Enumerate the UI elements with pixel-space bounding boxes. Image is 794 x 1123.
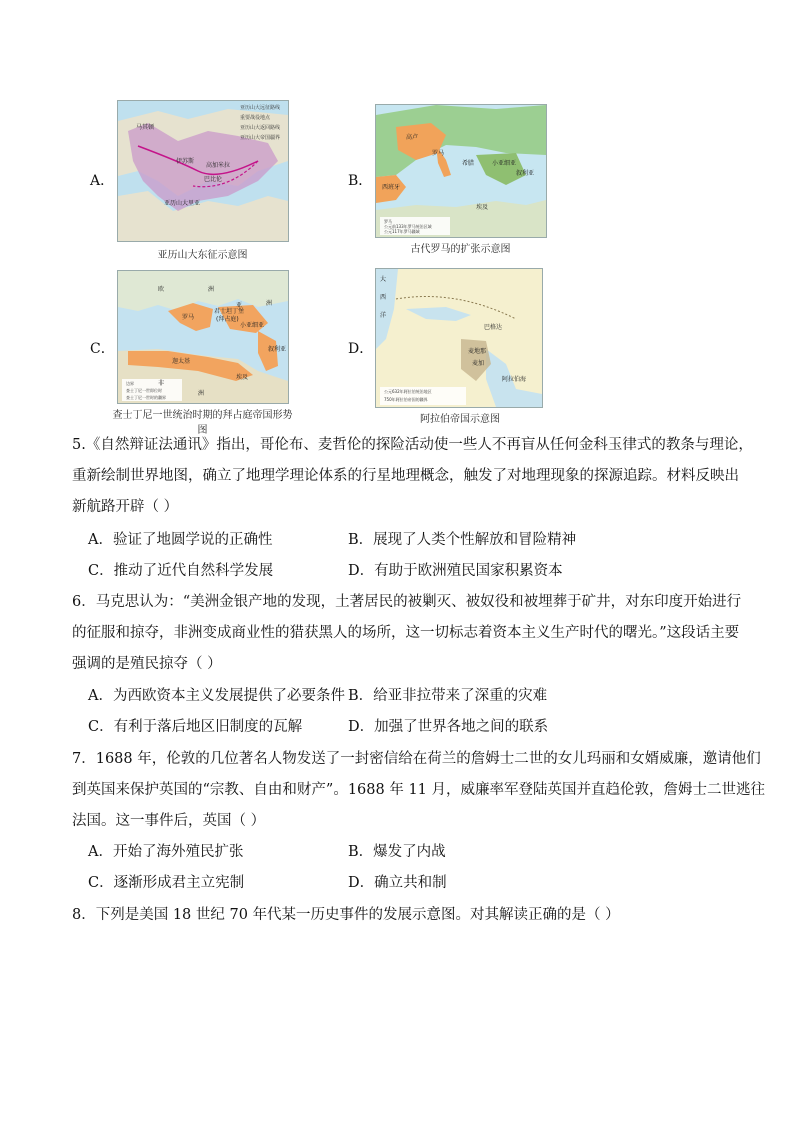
map-d-place-label: 洋 xyxy=(380,312,387,319)
map-a-legend-item: 重要战役地点 xyxy=(240,115,271,121)
question-8-stem xyxy=(72,900,732,931)
q5-option-a[interactable]: A．验证了地圆学说的正确性 xyxy=(88,532,273,548)
q5-line-1: 5.《自然辩证法通讯》指出，哥伦布、麦哲伦的探险活动使一些人不再盲从任何金科玉律式的教条与理论， xyxy=(72,437,753,453)
map-alexander-campaign xyxy=(117,100,289,242)
option-d-letter: D． xyxy=(348,341,374,357)
map-c-legend-item: 查士丁尼一世时的疆界 xyxy=(126,395,166,400)
map-a-place-label: 高加米拉 xyxy=(206,162,231,169)
map-a-legend-item: 亚历山大返回路线 xyxy=(240,125,281,131)
map-b-legend-item: 公元117年罗马疆域 xyxy=(384,229,420,234)
map-c-place-label: 迦太基 xyxy=(172,358,191,365)
map-c-legend-item: 查士丁尼一世即位时 xyxy=(126,388,162,393)
q6-line-2: 的征服和掠夺，非洲变成商业性的猎获黑人的场所，这一切标志着资本主义生产时代的曙光。”这段话主要 xyxy=(72,625,740,641)
map-b-place-label: 西班牙 xyxy=(382,184,401,191)
map-b-place-label: 高卢 xyxy=(406,134,419,141)
map-c-place-label: 叙利亚 xyxy=(268,346,287,353)
map-b-place-label: 小亚细亚 xyxy=(492,160,517,167)
q7-option-a[interactable]: A．开始了海外殖民扩张 xyxy=(88,844,244,860)
map-d-place-label: 阿拉伯海 xyxy=(502,376,527,383)
q7-line-3: 法国。这一事件后，英国（ ） xyxy=(72,813,266,829)
map-b-legend-item: 公元前133年罗马统治区域 xyxy=(384,224,432,229)
map-b-place-label: 罗马 xyxy=(432,150,445,157)
map-c-place-label: 非 xyxy=(158,380,165,387)
question-6-stem xyxy=(72,587,742,680)
q6-line-1: 6．马克思认为：“美洲金银产地的发现，土著居民的被剿灭、被奴役和被埋葬于矿井，对东印度开始进行 xyxy=(72,594,742,610)
map-c-caption: 查士丁尼一世统治时期的拜占庭帝国形势图 xyxy=(112,410,293,436)
q8-line-1: 8．下列是美国 18 世纪 70 年代某一历史事件的发展示意图。对其解读正确的是（ ） xyxy=(72,907,620,923)
map-c-place-label: 埃及 xyxy=(236,374,249,381)
q7-option-d[interactable]: D．确立共和制 xyxy=(348,875,447,891)
q5-option-b[interactable]: B．展现了人类个性解放和冒险精神 xyxy=(348,532,577,548)
map-d-place-label: 麦地那 xyxy=(468,348,487,355)
map-arab-empire xyxy=(375,268,543,408)
map-d-place-label: 麦加 xyxy=(472,360,485,367)
q5-option-d[interactable]: D．有助于欧洲殖民国家积累资本 xyxy=(348,563,563,579)
option-c-letter: C． xyxy=(90,341,115,357)
map-c-place-label: 洲 xyxy=(266,300,273,307)
map-a-place-label: 马其顿 xyxy=(136,124,155,131)
map-a-legend-item: 亚历山大远征路线 xyxy=(240,105,281,111)
map-a-place-label: 亚历山大里亚 xyxy=(164,200,201,207)
map-c-place-label: 洲 xyxy=(198,390,205,397)
question-7-stem xyxy=(72,744,766,837)
map-roman-expansion xyxy=(375,104,547,238)
map-c-place-label: 亚 xyxy=(236,302,243,309)
q6-option-b[interactable]: B．给亚非拉带来了深重的灾难 xyxy=(348,688,548,704)
map-d-caption: 阿拉伯帝国示意图 xyxy=(420,414,500,425)
question-5-stem xyxy=(72,430,753,523)
map-b-place-label: 叙利亚 xyxy=(516,170,535,177)
map-a-caption: 亚历山大东征示意图 xyxy=(157,250,248,261)
q5-line-3: 新航路开辟（ ） xyxy=(72,499,179,515)
map-byzantine-empire xyxy=(117,270,289,404)
map-c-place-label: 罗马 xyxy=(182,314,195,321)
option-a-letter: A． xyxy=(90,173,115,189)
q6-line-3: 强调的是殖民掠夺（ ） xyxy=(72,656,222,672)
q7-line-2: 到英国来保护英国的“宗教、自由和财产”。1688 年 11 月，威廉率军登陆英国并直趋伦敦，詹姆士二世逃往 xyxy=(72,782,766,798)
q5-option-c[interactable]: C．推动了近代自然科学发展 xyxy=(88,563,274,579)
map-b-place-label: 希腊 xyxy=(462,160,475,167)
map-d-place-label: 巴格达 xyxy=(484,324,503,331)
map-d-legend-item: 公元632年阿拉伯统治地区 xyxy=(384,389,432,394)
q5-line-2: 重新绘制世界地图，确立了地理学理论体系的行星地理概念，触发了对地理现象的探源追踪。材料反映出 xyxy=(72,468,739,484)
q7-line-1: 7．1688 年，伦敦的几位著名人物发送了一封密信给在荷兰的詹姆士二世的女儿玛丽和女婿威廉，邀请他们 xyxy=(72,751,761,767)
map-d-place-label: 大 xyxy=(380,276,387,283)
map-c-place-label: (拜占庭) xyxy=(216,316,239,323)
option-b-letter: B． xyxy=(348,173,373,189)
map-c-place-label: 君士坦丁堡 xyxy=(214,308,245,315)
map-d-place-label: 西 xyxy=(380,294,387,301)
q6-option-a[interactable]: A．为西欧资本主义发展提供了必要条件 xyxy=(88,688,345,704)
map-b-legend-item: 罗马 xyxy=(384,219,392,224)
map-c-place-label: 小亚细亚 xyxy=(240,322,265,329)
map-a-place-label: 巴比伦 xyxy=(204,176,223,183)
map-c-legend-item: 边界 xyxy=(126,381,134,386)
q7-option-b[interactable]: B．爆发了内战 xyxy=(348,844,446,860)
q6-option-c[interactable]: C．有利于落后地区旧制度的瓦解 xyxy=(88,719,303,735)
map-a-legend-item: 亚历山大帝国疆界 xyxy=(240,135,281,141)
map-b-caption: 古代罗马的扩张示意图 xyxy=(410,244,511,255)
map-b-place-label: 埃及 xyxy=(476,204,489,211)
map-c-place-label: 欧 xyxy=(158,286,165,293)
q7-option-c[interactable]: C．逐渐形成君主立宪制 xyxy=(88,875,245,891)
map-a-place-label: 伊苏斯 xyxy=(176,158,195,165)
q6-option-d[interactable]: D．加强了世界各地之间的联系 xyxy=(348,719,549,735)
map-c-place-label: 洲 xyxy=(208,286,215,293)
map-d-legend-item: 750年阿拉伯帝国的疆界 xyxy=(384,397,428,402)
